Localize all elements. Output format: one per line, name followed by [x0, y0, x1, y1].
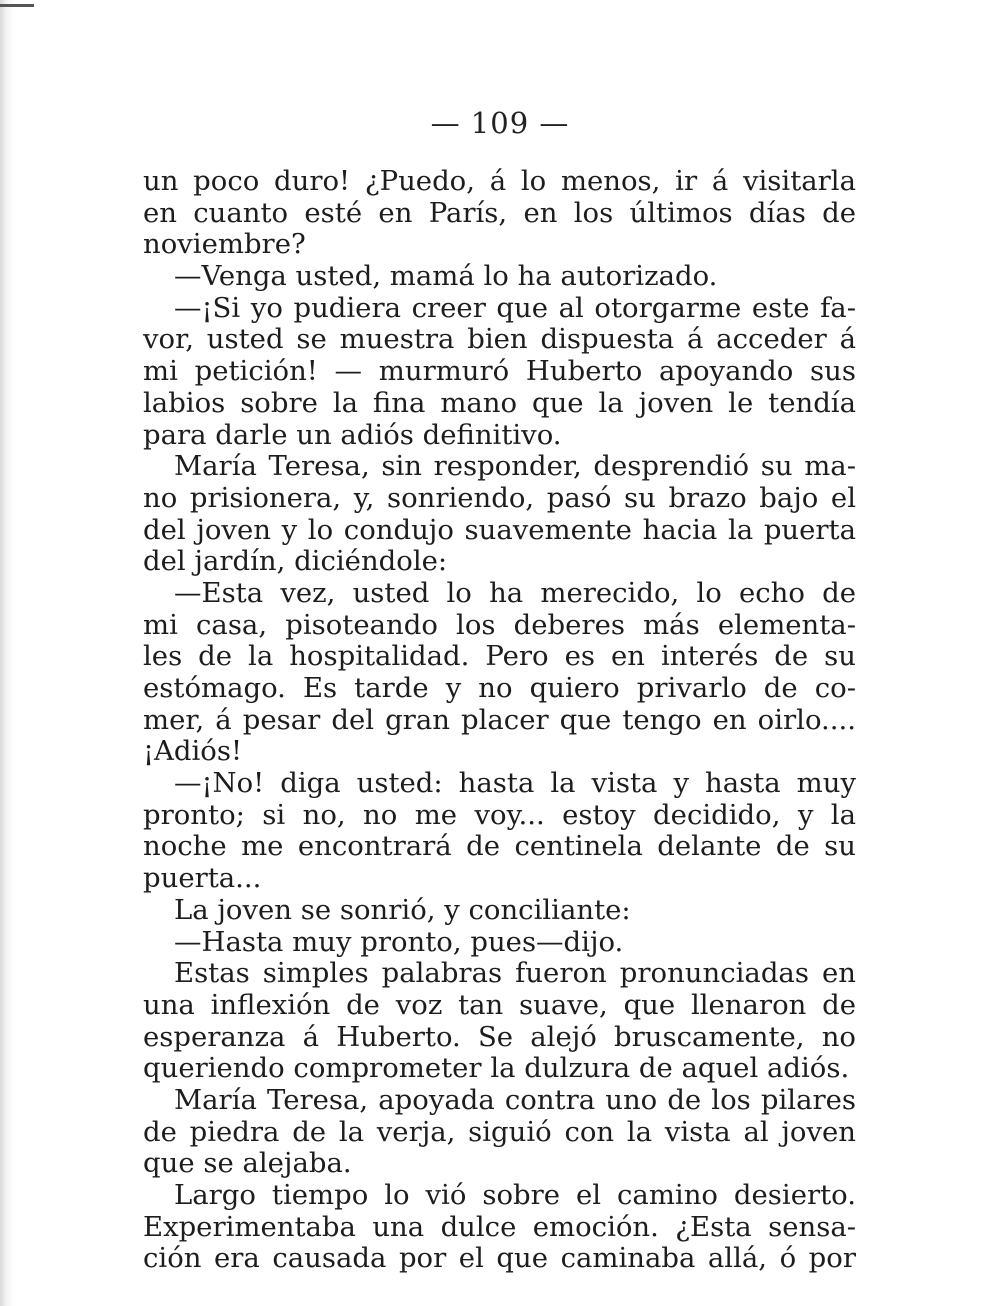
text-line: puerta... [143, 862, 262, 895]
text-line: que se alejaba. [143, 1147, 352, 1180]
text-line: queriendo comprometer la dulzura de aquel adiós. [143, 1052, 850, 1085]
text-line: ción era causada por el que caminaba allá, ó por [143, 1242, 856, 1275]
text-line: mi casa, pisoteando los deberes más elementa- [143, 608, 856, 641]
text-line: —Venga usted, mamá lo ha autorizado. [174, 260, 718, 293]
text-line: del jardín, diciéndole: [143, 545, 448, 578]
text-line: —¡No! diga usted: hasta la vista y hasta muy [174, 767, 856, 800]
text-line: labios sobre la fina mano que la joven le tendía [143, 386, 856, 419]
text-line: mer, á pesar del gran placer que tengo en oirlo.... [143, 703, 856, 736]
text-line: noche me encontrará de centinela delante de su [143, 830, 856, 863]
text-line: ¡Adiós! [143, 735, 243, 768]
text-line: —¡Si yo pudiera creer que al otorgarme este fa- [174, 291, 856, 324]
text-line: Largo tiempo lo vió sobre el camino desierto. [174, 1179, 856, 1211]
text-line: Estas simples palabras fueron pronunciadas en [174, 957, 856, 990]
text-line: les de la hospitalidad. Pero es en interés de su [143, 640, 856, 673]
body-text [143, 166, 856, 1275]
text-line: de piedra de la verja, siguió con la vista al joven [143, 1115, 856, 1148]
text-line: noviembre? [143, 228, 306, 261]
text-line: —Hasta muy pronto, pues—dijo. [174, 925, 624, 958]
corner-mark [0, 4, 34, 7]
text-line: Experimentaba una dulce emoción. ¿Esta sensa- [143, 1210, 856, 1243]
text-line: en cuanto esté en París, en los últimos días de [143, 196, 856, 229]
text-line: una inflexión de voz tan suave, que llenaron de [143, 988, 856, 1021]
text-line: —Esta vez, usted lo ha merecido, lo echo de [174, 576, 856, 609]
text-line: un poco duro! ¿Puedo, á lo menos, ir á visitarla [143, 165, 856, 197]
text-line: mi petición! — murmuró Huberto apoyando sus [143, 355, 856, 388]
text-line: esperanza á Huberto. Se alejó bruscamente, no [143, 1020, 856, 1053]
text-line: pronto; si no, no me voy... estoy decidido, y la [143, 798, 856, 831]
text-line: del joven y lo condujo suavemente hacia la puerta [143, 513, 856, 546]
text-line: María Teresa, apoyada contra uno de los pilares [174, 1083, 856, 1116]
page-edge-shadow [0, 0, 14, 1306]
page-number: — 109 — [430, 106, 570, 140]
text-line: no prisionera, y, sonriendo, pasó su brazo bajo el [143, 481, 856, 514]
text-line: para darle un adiós definitivo. [143, 418, 562, 451]
text-line: vor, usted se muestra bien dispuesta á acceder á [143, 323, 856, 356]
text-line: estómago. Es tarde y no quiero privarlo de co- [143, 672, 856, 704]
text-line: María Teresa, sin responder, desprendió su ma- [174, 450, 856, 483]
text-line: La joven se sonrió, y conciliante: [174, 893, 631, 926]
